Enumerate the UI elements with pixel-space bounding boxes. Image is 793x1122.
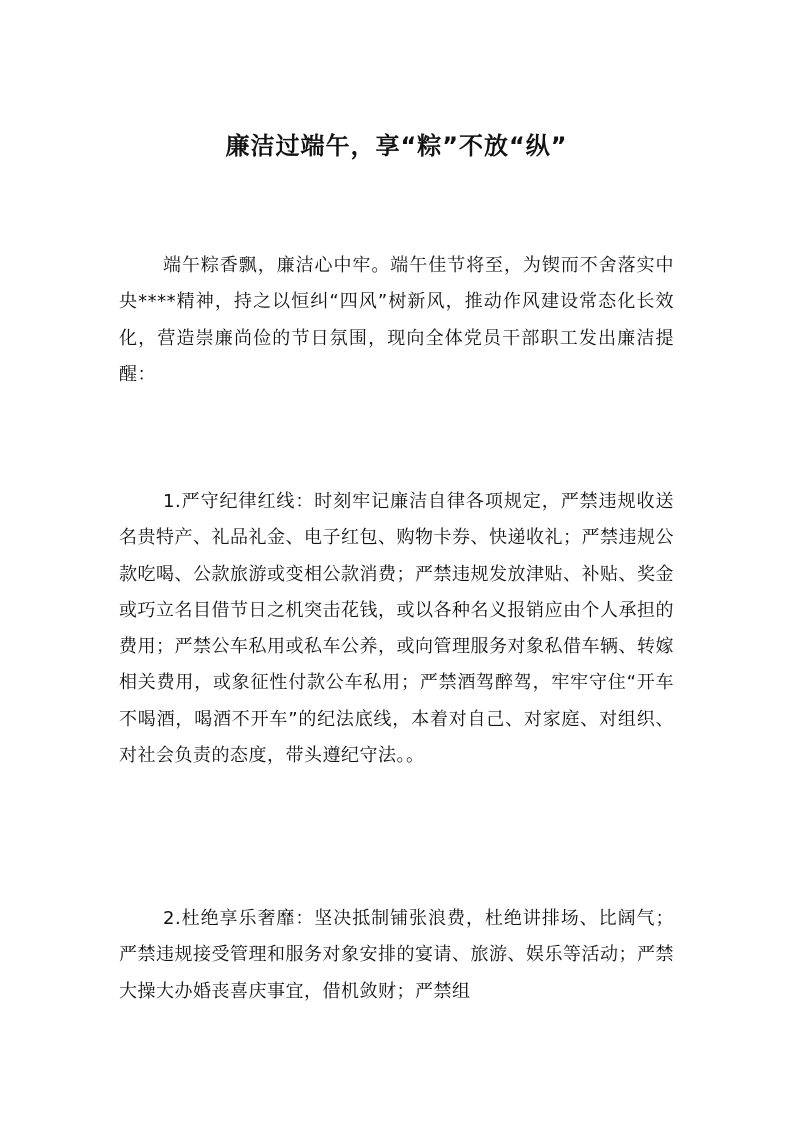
paragraph-discipline: 1.严守纪律红线：时刻牢记廉洁自律各项规定，严禁违规收送名贵特产、礼品礼金、电子红包、购物卡券、快递收礼；严禁违规公款吃喝、公款旅游或变相公款消费；严禁违规发放津贴、补贴、奖金或巧立名目借节日之机突击花钱，或以各种名义报销应由个人承担的费用；严禁公车私用或私车公养，或向管理服务对象私借车辆、转嫁相关费用，或象征性付款公车私用；严禁酒驾醉驾，牢牢守住“开车不喝酒，喝酒不开车”的纪法底线，本着对自己、对家庭、对组织、对社会负责的态度，带头遵纪守法。。 <box>119 491 674 767</box>
paragraph-intro: 端午粽香飘，廉洁心中牢。端午佳节将至，为锲而不舍落实中央****精神，持之以恒纠“四风”树新风，推动作风建设常态化长效化，营造崇廉尚俭的节日氛围，现向全体党员干部职工发出廉洁提醒： <box>119 255 674 385</box>
document-title: 廉洁过端午，享“粽”不放“纵” <box>225 132 568 160</box>
paragraph-extravagance: 2.杜绝享乐奢靡：坚决抵制铺张浪费，杜绝讲排场、比阔气；严禁违规接受管理和服务对象安排的宴请、旅游、娱乐等活动；严禁大操大办婚丧喜庆事宜，借机敛财；严禁组 <box>119 908 674 1002</box>
